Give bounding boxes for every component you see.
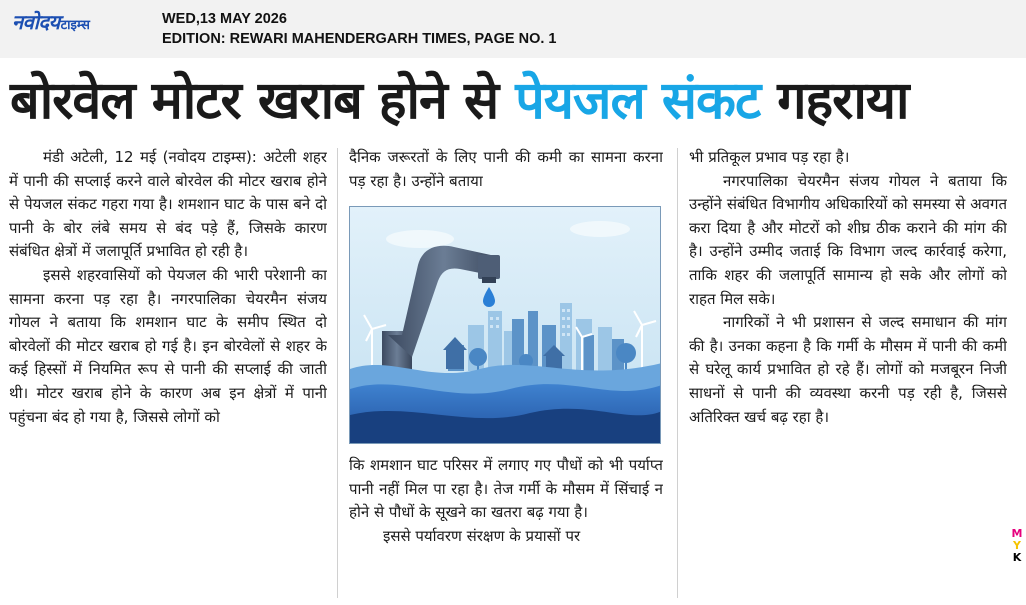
paragraph: इससे शहरवासियों को पेयजल की भारी परेशानी का सामना करना पड़ रहा है। नगरपालिका चेयरमैन संजय गोयल ने बताया कि शमशान घाट के समीप स्थित दो बोरवेलों की मोटर खराब हो गई है। इन बोरवेलों से शहर के कई हिस्सों में नियमित रूप से पानी की सप्लाई की जाती थी। मोटर खराब होने के कारण अब इन क्षेत्रों में पानी पहुंचना बंद हो गया है, जिससे लोगों को [9, 265, 327, 426]
edition-date: WED,13 MAY 2026 [162, 11, 287, 27]
column-divider [677, 148, 678, 598]
edition-info [162, 9, 556, 49]
water-tap-city-illustration-icon [350, 207, 661, 444]
article-column-3 [689, 146, 1007, 598]
myk-letter-k: K [1012, 551, 1022, 564]
edition-name: EDITION: REWARI MAHENDERGARH TIMES, PAGE NO. 1 [162, 31, 557, 47]
headline-part-1: बोरवेल मोटर खराब होने से [10, 71, 499, 131]
myk-letter-y: Y [1013, 539, 1021, 552]
paragraph: दैनिक जरूरतों के लिए पानी की कमी का सामना करना पड़ रहा है। उन्होंने बताया [349, 148, 663, 190]
myk-letter-m: M [1011, 527, 1023, 540]
column-divider [337, 148, 338, 598]
paragraph: नागरिकों ने भी प्रशासन से जल्द समाधान की मांग की है। उनका कहना है कि गर्मी के मौसम में पानी की कमी से घरेलू कार्य प्रभावित हो रहे हैं। लोगों को मजबूरन निजी साधनों से पानी की व्यवस्था करनी पड़ रही है, जिससे अतिरिक्त खर्च बढ़ रहा है। [689, 313, 1007, 426]
paragraph: कि शमशान घाट परिसर में लगाए गए पौधों को भी पर्याप्त पानी नहीं मिल पा रहा है। तेज गर्मी के मौसम में सिंचाई न होने से पौधों के सूखने का खतरा बढ़ गया है। [349, 456, 663, 522]
logo-main-text: नवोदय [12, 10, 60, 34]
column-2-bottom-text [349, 454, 663, 548]
edition-header-bar [0, 0, 1026, 59]
article-illustration [349, 206, 661, 444]
newspaper-logo[interactable] [12, 8, 90, 34]
article-column-2 [349, 146, 663, 598]
headline-text [10, 68, 909, 134]
article-headline [0, 58, 1026, 140]
logo-sub-text: टाइम्स [60, 18, 90, 33]
column-2-top-text [349, 146, 663, 193]
print-registration-mark [1010, 528, 1024, 598]
paragraph: नगरपालिका चेयरमैन संजय गोयल ने बताया कि उन्होंने संबंधित विभागीय अधिकारियों को समस्या से अवगत करा दिया है और मोटरों को शीघ्र ठीक कराने की मांग की है। उन्होंने उम्मीद जताई कि विभाग जल्द कार्रवाई करेगा, ताकि शहर की जलापूर्ति सामान्य हो सके और लोगों को राहत मिल सके। [689, 171, 1007, 308]
paragraph: इससे पर्यावरण संरक्षण के प्रयासों पर [383, 526, 581, 545]
headline-part-2-highlight: पेयजल संकट [515, 71, 761, 131]
paragraph: मंडी अटेली, 12 मई (नवोदय टाइम्स): अटेली शहर में पानी की सप्लाई करने वाले बोरवेल की मोटर खराब होने से पेयजल संकट गहरा गया है। शमशान घाट के पास बने दो पानी के बोर लंबे समय से बंद पड़े हैं, जिसके कारण संबंधित क्षेत्रों में जलापूर्ति प्रभावित हो रही है। [9, 148, 327, 261]
paragraph: भी प्रतिकूल प्रभाव पड़ रहा है। [689, 148, 850, 166]
article-column-1 [9, 146, 327, 598]
headline-part-3: गहराया [777, 71, 909, 131]
